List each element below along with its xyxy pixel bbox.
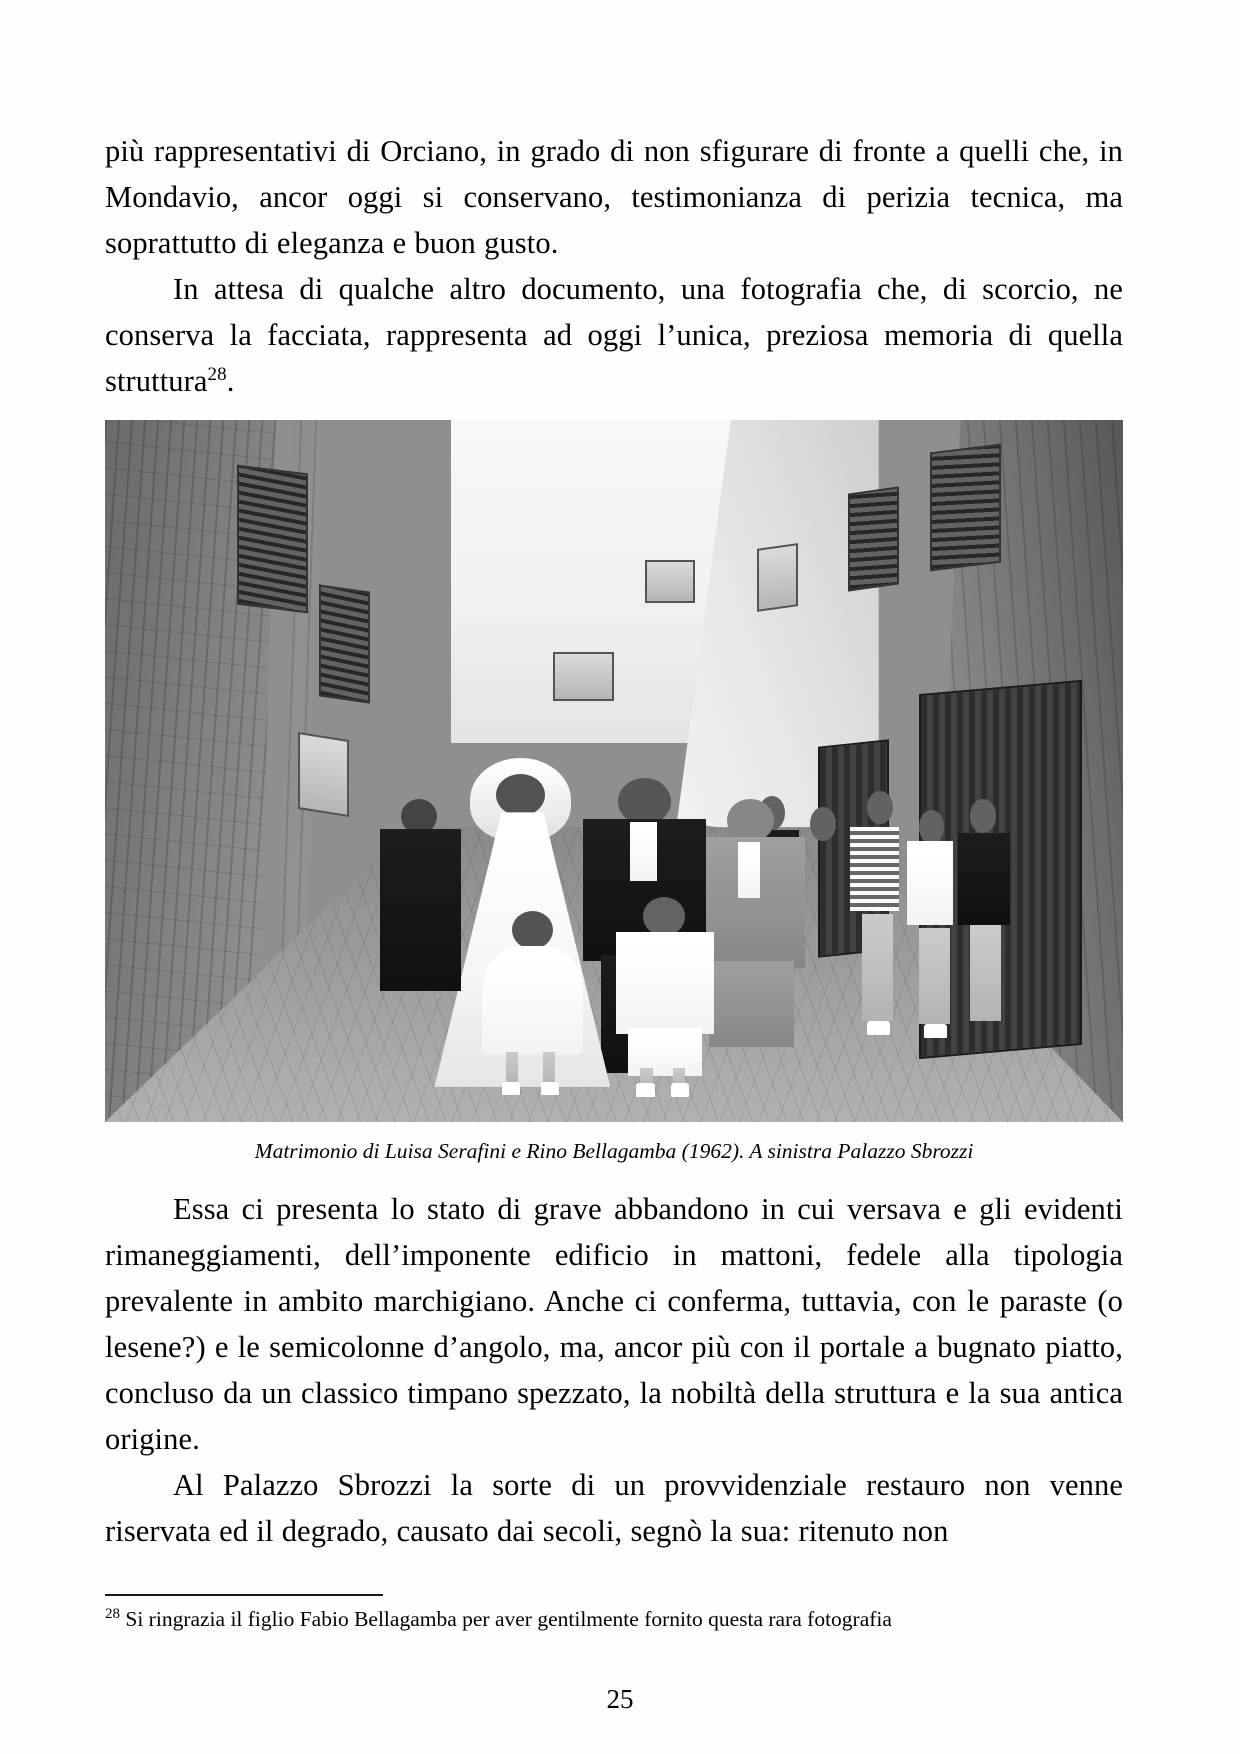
figure-wedding-photo	[105, 420, 1123, 1164]
photo-shutter-right-mid	[848, 487, 899, 592]
photo-page-boy	[614, 897, 716, 1101]
body-text-top	[105, 128, 1123, 404]
photo-guest-behind-bride	[380, 799, 461, 1031]
photo-window-end-of-alley-2	[645, 560, 696, 602]
figure-caption: Matrimonio di Luisa Serafini e Rino Bellagamba (1962). A sinistra Palazzo Sbrozzi	[254, 1139, 974, 1163]
photo-window-right-far	[757, 543, 798, 612]
photo-shutter-right-upper	[930, 444, 1001, 572]
page-number: 25	[606, 1684, 634, 1714]
photo-shutter-left-mid	[319, 585, 370, 704]
paragraph-text-tail: .	[226, 364, 235, 398]
footnote-number: 28	[105, 1605, 120, 1622]
footnote-separator-rule	[105, 1594, 383, 1596]
footnote-reference-28[interactable]: 28	[207, 363, 227, 385]
paragraph-text: In attesa di qualche altro documento, una fotografia che, di scorcio, ne conserva la facciata, rappresenta ad oggi l’unica, preziosa memoria di quella struttura	[105, 272, 1123, 398]
photo-window-end-of-alley	[553, 652, 614, 701]
photo-flower-girl	[482, 911, 584, 1101]
paragraph-essa-ci-presenta: Essa ci presenta lo stato di grave abbandono in cui versava e gli evidenti rimaneggiamenti, dell’imponente edificio in mattoni, fedele alla tipologia prevalente in ambito marchigiano. Anche ci conferma, tuttavia, con le paraste (o lesene?) e le semicolonne d’angolo, ma, ancor più con il portale a bugnato piatto, concluso da un classico timpano spezzato, la nobiltà della struttura e la sua antica origine.	[105, 1192, 1123, 1456]
photo-shutter-left-upper	[237, 465, 308, 614]
footnote-28	[105, 1605, 1123, 1633]
paragraph-in-attesa	[105, 266, 1123, 404]
photograph-image	[105, 420, 1123, 1122]
paragraph-continuation: più rappresentativi di Orciano, in grado di non sfigurare di fronte a quelli che, in Mondavio, ancor oggi si conservano, testimonianza di perizia tecnica, ma soprattutto di eleganza e buon gusto.	[105, 134, 1123, 260]
paragraph-al-palazzo-sbrozzi: Al Palazzo Sbrozzi la sorte di un provvidenziale restauro non venne riservata ed il degrado, causato dai secoli, segnò la sua: ritenuto non	[105, 1468, 1123, 1548]
footnote-text: Si ringrazia il figlio Fabio Bellagamba per aver gentilmente fornito questa rara fotografia	[125, 1607, 892, 1631]
body-text-bottom	[105, 1186, 1123, 1554]
photo-window-left-lower	[298, 732, 349, 817]
footnote-block	[105, 1594, 1123, 1633]
